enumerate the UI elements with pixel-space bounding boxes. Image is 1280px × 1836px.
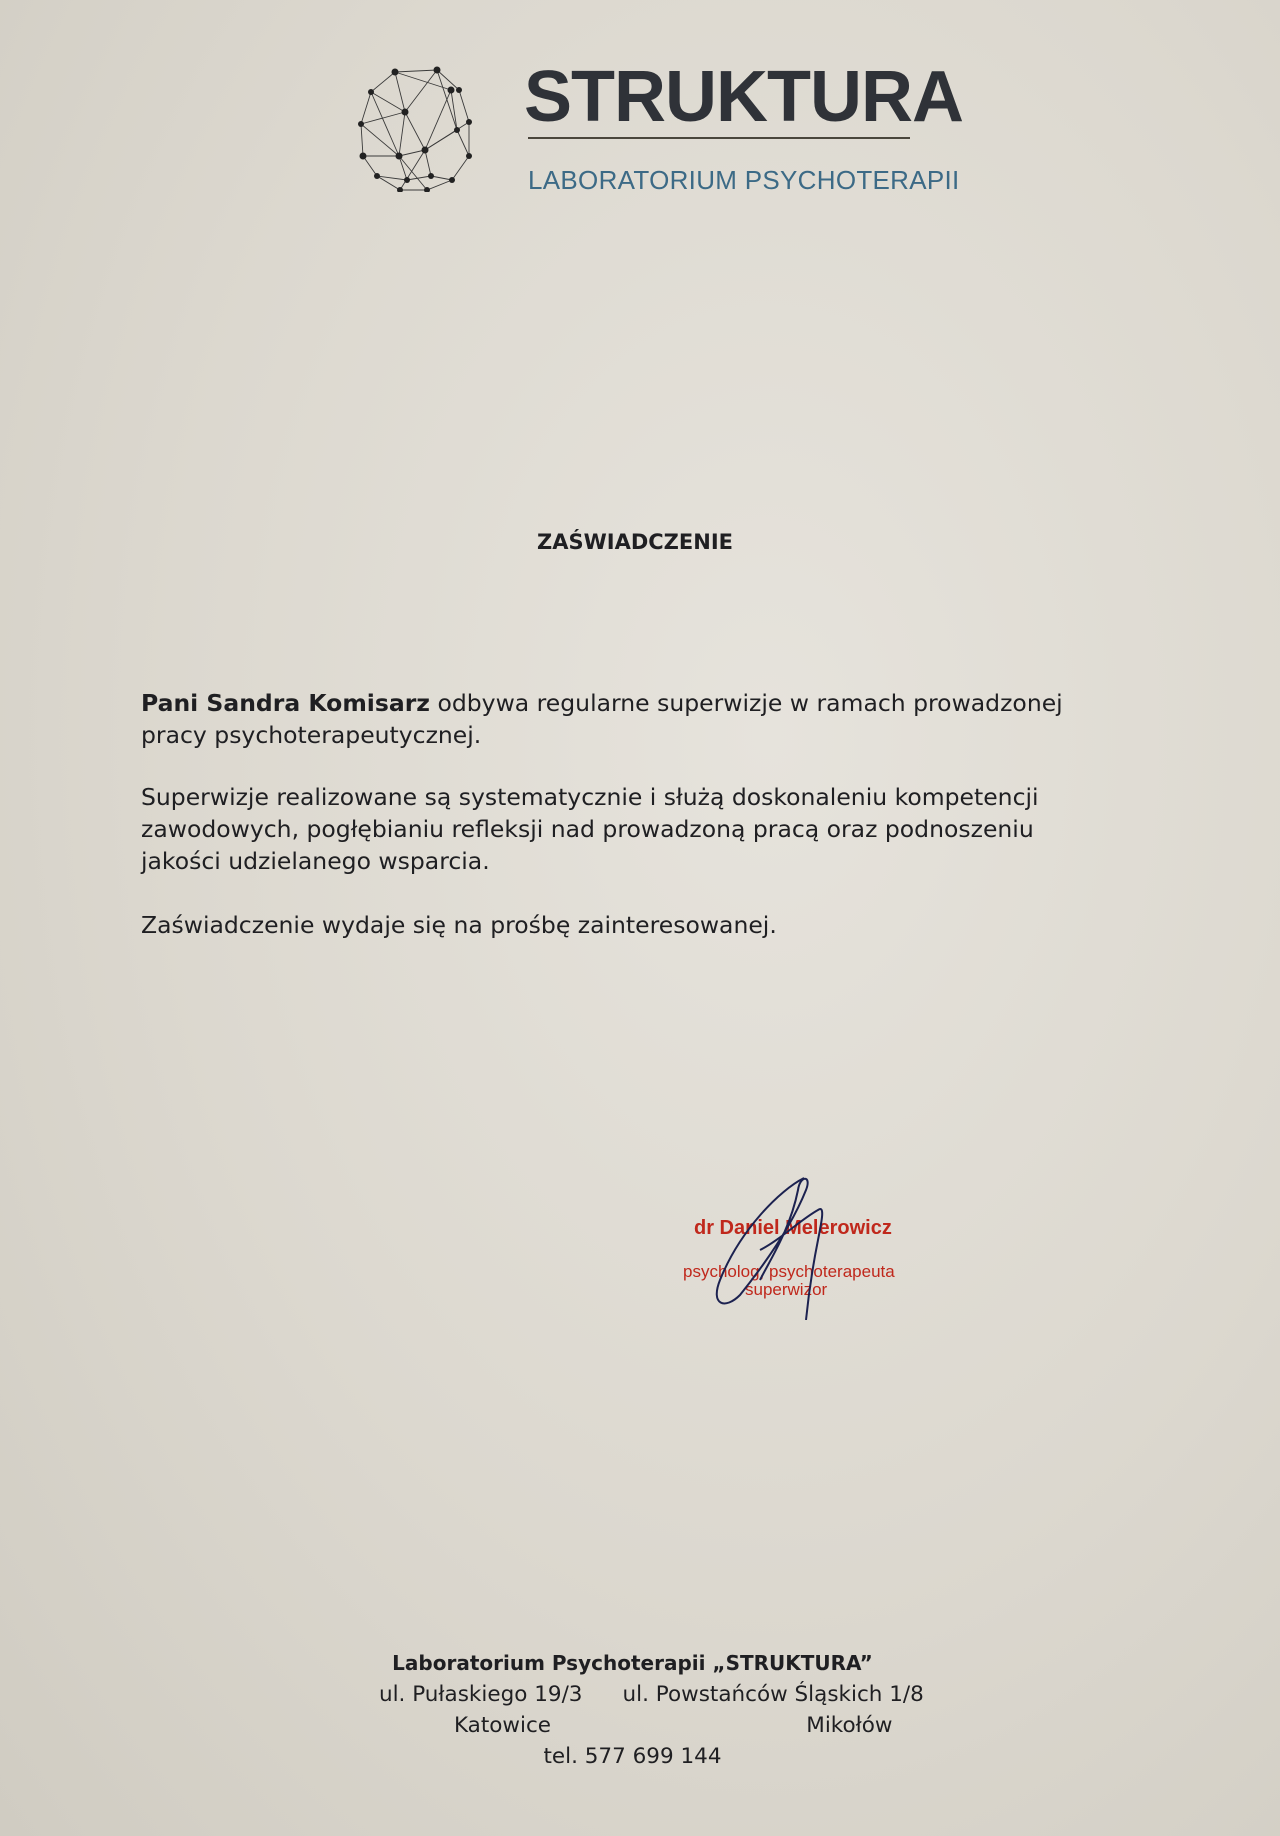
brand-subtitle: LABORATORIUM PSYCHOTERAPII [528,165,960,195]
recipient-name: Pani Sandra Komisarz [141,689,430,717]
paragraph-1-line-2: pracy psychoterapeutycznej. [141,721,482,749]
address-mikolow: ul. Powstańców Śląskich 1/8 [622,1682,924,1707]
stamp-role: psycholog, psychoterapeuta [683,1262,895,1281]
stamp-role-supervisor: superwizor [745,1280,828,1299]
paragraph-2-line-2: zawodowych, pogłębianiu refleksji nad prowadzoną pracą oraz podnoszeniu [141,815,1034,843]
document-title: ZAŚWIADCZENIE [537,530,733,554]
footer-addresses [0,1679,1265,1710]
paragraph-text: odbywa regularne superwizje w ramach prowadzonej [429,689,1063,717]
paragraph-1-line-1 [141,687,1063,719]
paragraph-2-line-3: jakości udzielanego wsparcia. [141,847,490,875]
brand-divider [528,137,910,139]
stamp-name: dr Daniel Melerowicz [694,1217,892,1239]
paragraph-3: Zaświadczenie wydaje się na prośbę zainteresowanej. [141,911,777,939]
footer [0,1648,1265,1772]
signature [700,1170,850,1320]
footer-phone: tel. 577 699 144 [543,1744,722,1769]
city-mikolow: Mikołów [806,1713,893,1738]
network-globe-icon [355,62,483,192]
footer-cities [0,1710,1265,1741]
brand-name: STRUKTURA [524,57,963,137]
address-katowice: ul. Pułaskiego 19/3 [378,1682,583,1707]
city-katowice: Katowice [453,1713,552,1738]
paragraph-2-line-1: Superwizje realizowane są systematycznie i służą doskonaleniu kompetencji [141,783,1039,811]
footer-org: Laboratorium Psychoterapii „STRUKTURA” [392,1651,873,1675]
